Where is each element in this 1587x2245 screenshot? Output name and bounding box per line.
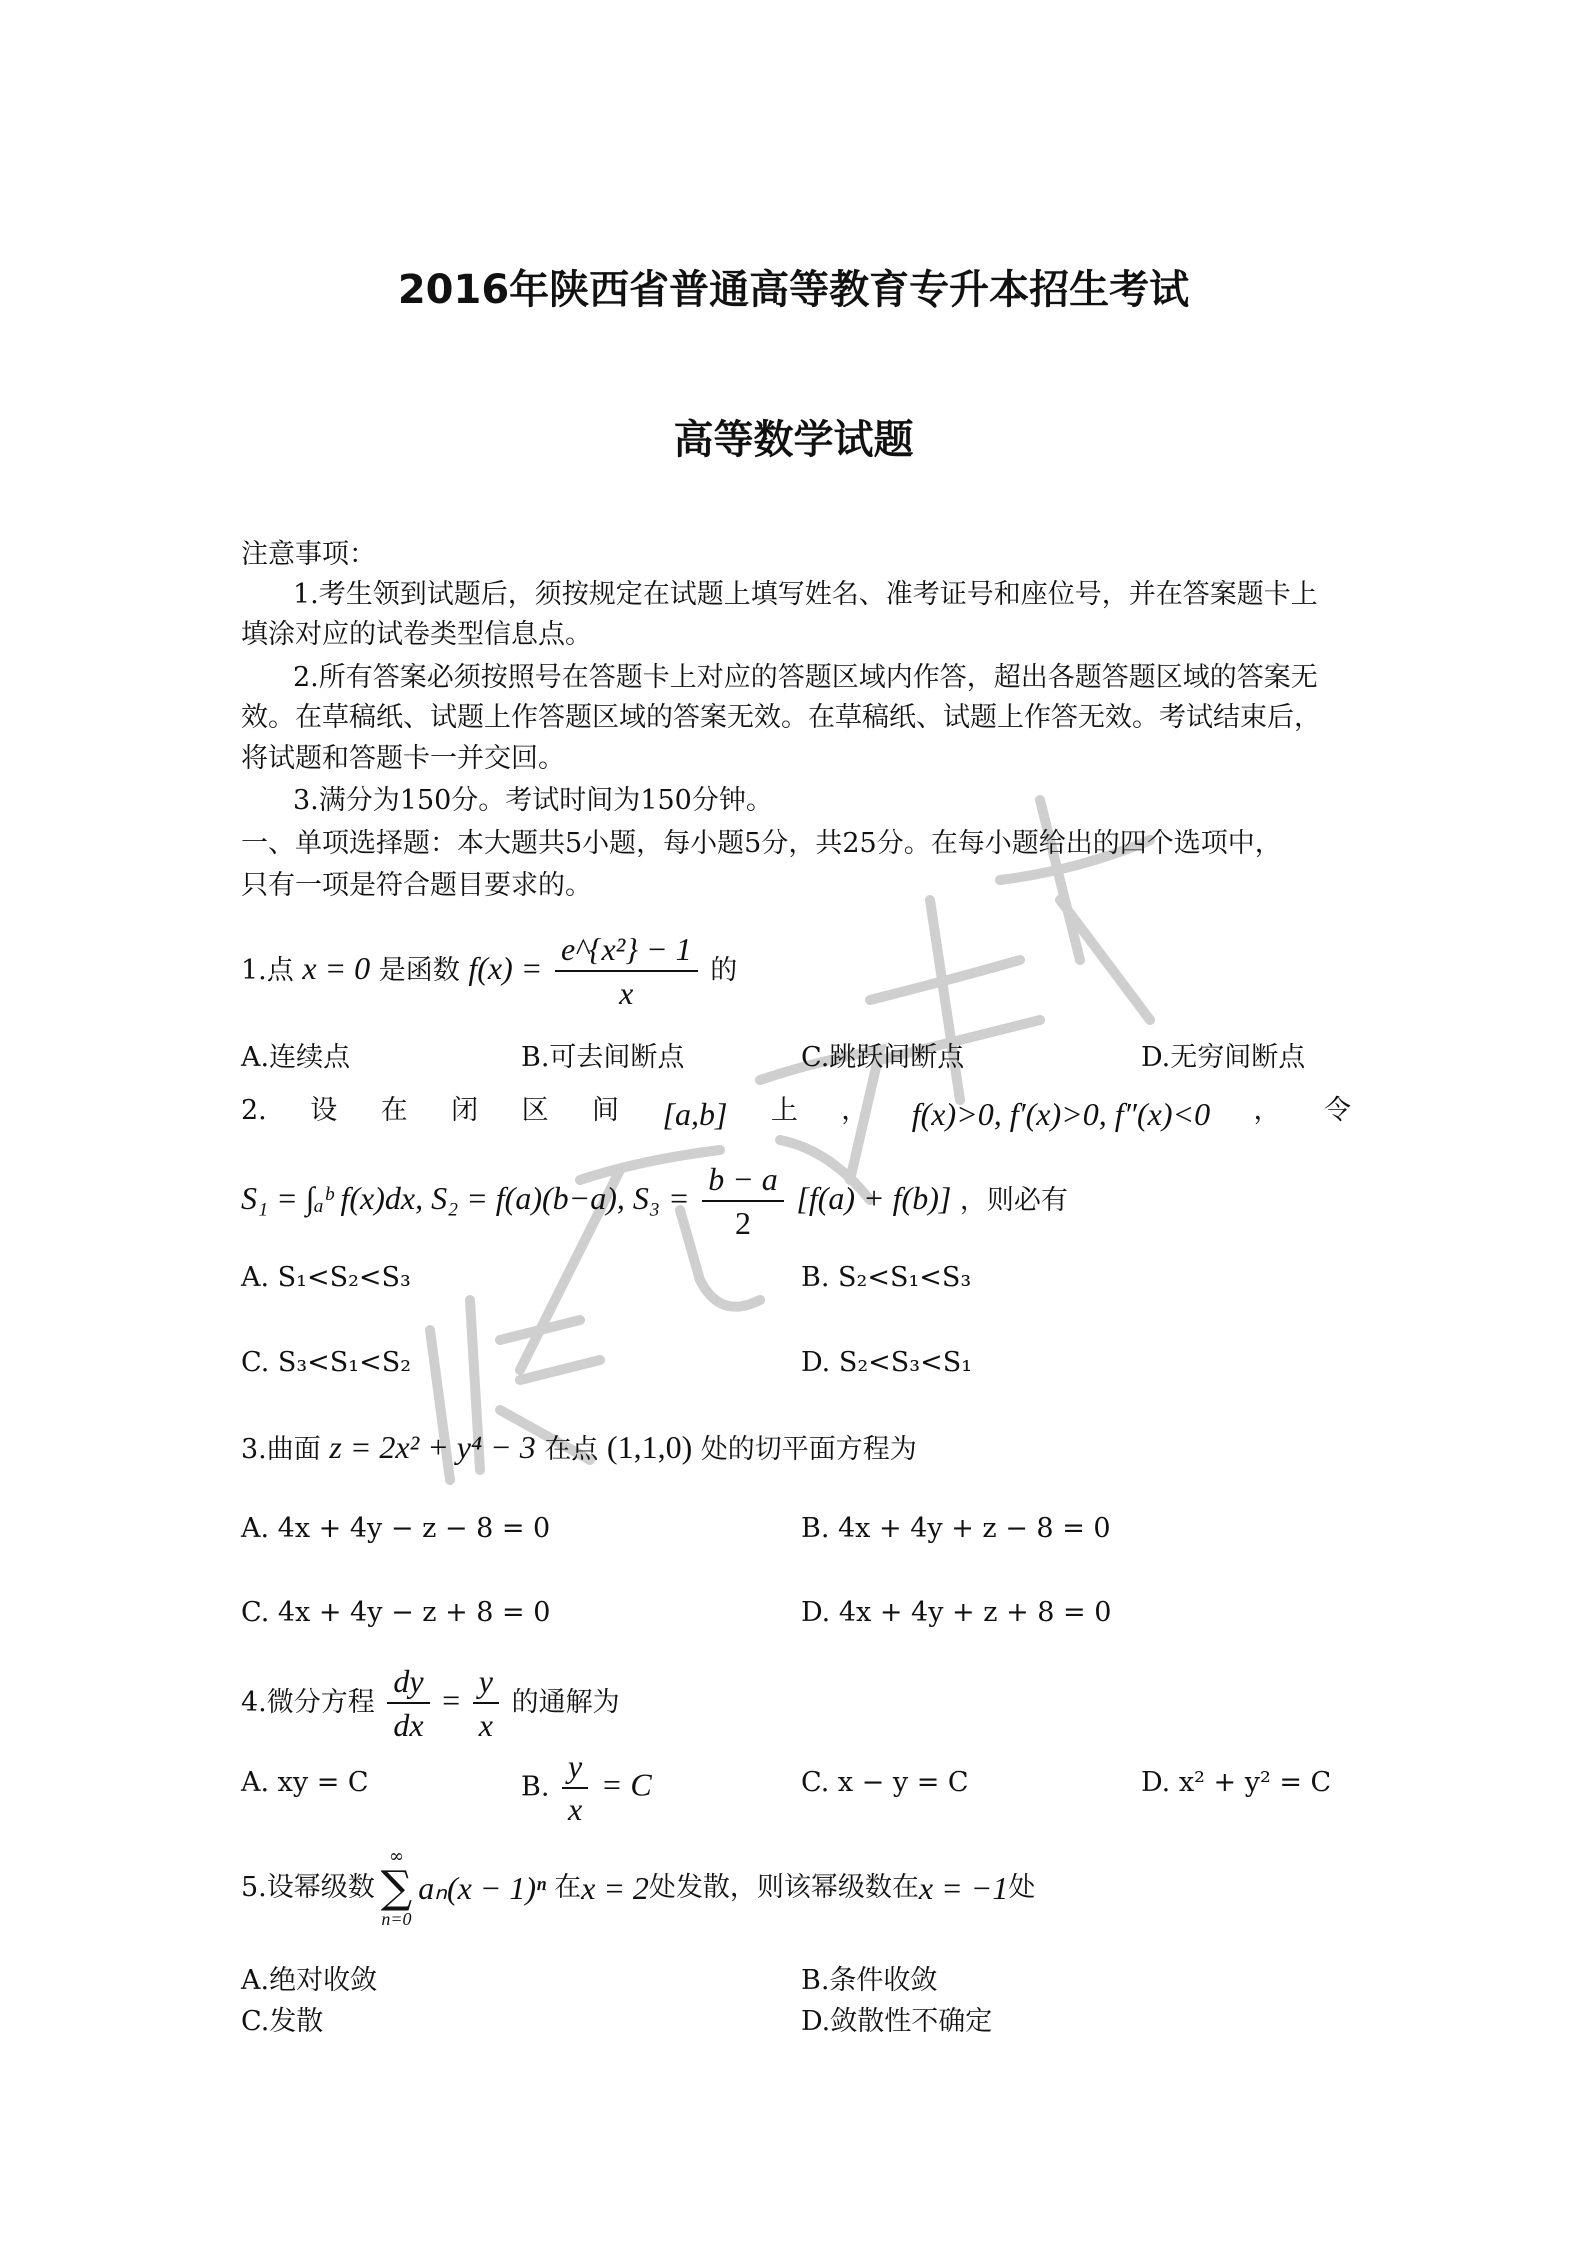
q2-w5: 间 bbox=[592, 1095, 620, 1126]
q3-option-d[interactable]: D. 4x + 4y + z + 8 = 0 bbox=[801, 1597, 1112, 1628]
q4-rhs-den: x bbox=[478, 1707, 493, 1744]
notice-item-2-cont2: 将试题和答题卡一并交回。 bbox=[241, 743, 565, 774]
q1-post: 的 bbox=[710, 954, 738, 986]
q5-post: 处 bbox=[1008, 1871, 1036, 1903]
q3-option-c[interactable]: C. 4x + 4y − z + 8 = 0 bbox=[241, 1597, 551, 1628]
q5-option-d[interactable]: D.敛散性不确定 bbox=[801, 2006, 993, 2037]
q3-point: (1,1,0) bbox=[606, 1429, 693, 1465]
q3-post: 处的切平面方程为 bbox=[700, 1434, 917, 1465]
q5-mid2: 处发散，则该幂级数在 bbox=[648, 1871, 919, 1903]
q4-option-b-den: x bbox=[568, 1791, 583, 1827]
q1-denominator: x bbox=[619, 975, 634, 1012]
q3-pre: 3.曲面 bbox=[241, 1434, 321, 1465]
q2-conditions: f(x)>0, f′(x)>0, f″(x)<0 bbox=[911, 1096, 1211, 1132]
q2-interval: [a,b] bbox=[662, 1096, 728, 1132]
q3-mid: 在点 bbox=[544, 1434, 599, 1465]
question-2 bbox=[241, 1095, 1351, 1133]
q5-option-c[interactable]: C.发散 bbox=[241, 2006, 324, 2037]
q2-option-b[interactable]: B. S₂<S₁<S₃ bbox=[801, 1262, 972, 1293]
q5-mid: 在 bbox=[554, 1871, 582, 1903]
q1-pre: 1.点 bbox=[241, 954, 294, 986]
question-5 bbox=[241, 1848, 1035, 1928]
section-heading-cont: 只有一项是符合题目要求的。 bbox=[241, 870, 592, 901]
q1-mid: 是函数 bbox=[378, 954, 460, 986]
notice-item-3: 3.满分为150分。考试时间为150分钟。 bbox=[293, 785, 773, 816]
q5-sum-top: ∞ bbox=[388, 1846, 404, 1867]
q3-option-b[interactable]: B. 4x + 4y + z − 8 = 0 bbox=[801, 1513, 1111, 1544]
q4-option-c[interactable]: C. x − y = C bbox=[801, 1767, 969, 1798]
q1-option-d[interactable]: D.无穷间断点 bbox=[1141, 1042, 1306, 1073]
q2-comma1: ， bbox=[841, 1095, 869, 1126]
question-4 bbox=[241, 1662, 620, 1745]
question-3 bbox=[241, 1428, 917, 1466]
q4-option-b-label: B. bbox=[521, 1771, 550, 1803]
q4-option-b-num: y bbox=[562, 1748, 588, 1789]
q2-w4: 区 bbox=[521, 1095, 549, 1126]
q5-cond2: x = −1 bbox=[918, 1869, 1009, 1906]
q3-option-a[interactable]: A. 4x + 4y − z − 8 = 0 bbox=[241, 1513, 551, 1544]
q2-comma2: ， bbox=[1253, 1095, 1281, 1126]
notice-item-2-cont1: 效。在草稿纸、试题上作答题区域的答案无效。在草稿纸、试题上作答无效。考试结束后， bbox=[241, 702, 1321, 733]
q4-lhs-fraction bbox=[387, 1662, 429, 1745]
q2-fraction bbox=[702, 1160, 784, 1243]
q4-option-a[interactable]: A. xy = C bbox=[241, 1767, 369, 1798]
q2-w3: 闭 bbox=[451, 1095, 479, 1126]
q2-w1: 设 bbox=[310, 1095, 338, 1126]
exam-title: 2016年陕西省普通高等教育专升本招生考试 bbox=[397, 267, 1190, 313]
notice-heading: 注意事项： bbox=[241, 539, 376, 570]
q1-cond: x = 0 bbox=[302, 949, 371, 986]
q2-option-a[interactable]: A. S₁<S₂<S₃ bbox=[241, 1262, 411, 1293]
q1-numerator: e^{x²} − 1 bbox=[555, 930, 698, 972]
q2-w2: 在 bbox=[380, 1095, 408, 1126]
q5-sum-bottom: n=0 bbox=[381, 1909, 412, 1929]
q4-option-b-rest: = C bbox=[600, 1766, 652, 1803]
q2-w6: 上 bbox=[770, 1095, 798, 1126]
q1-option-b[interactable]: B.可去间断点 bbox=[521, 1042, 685, 1073]
q2-option-d[interactable]: D. S₂<S₃<S₁ bbox=[801, 1347, 973, 1378]
q4-lhs-num: dy bbox=[387, 1662, 429, 1704]
q4-equals: = bbox=[442, 1681, 461, 1718]
q2-frac-den: 2 bbox=[735, 1205, 751, 1242]
section-heading: 一、单项选择题：本大题共5小题，每小题5分，共25分。在每小题给出的四个选项中， bbox=[241, 828, 1282, 859]
q5-sum-symbol: ∑ bbox=[380, 1862, 413, 1913]
q1-lhs: f(x) = bbox=[468, 949, 543, 986]
q4-option-b-fraction bbox=[562, 1748, 588, 1828]
q4-pre: 4.微分方程 bbox=[241, 1686, 375, 1718]
q1-option-a[interactable]: A.连续点 bbox=[241, 1042, 351, 1073]
notice-item-2: 2.所有答案必须按照号在答题卡上对应的答题区域内作答，超出各题答题区域的答案无 bbox=[293, 662, 1318, 693]
q2-post: ，则必有 bbox=[959, 1184, 1068, 1216]
q2-w7: 令 bbox=[1323, 1095, 1351, 1126]
q4-option-d[interactable]: D. x² + y² = C bbox=[1141, 1767, 1332, 1798]
q1-option-c[interactable]: C.跳跃间断点 bbox=[801, 1042, 965, 1073]
q5-option-b[interactable]: B.条件收敛 bbox=[801, 1965, 938, 1996]
q5-option-a[interactable]: A.绝对收敛 bbox=[241, 1965, 378, 1996]
exam-subtitle: 高等数学试题 bbox=[673, 417, 914, 463]
q2-frac-num: b − a bbox=[702, 1160, 784, 1202]
q2-num: 2. bbox=[241, 1095, 267, 1126]
q4-rhs-fraction bbox=[473, 1662, 499, 1745]
q2-s-defs: S₁ = ∫ₐᵇ f(x)dx, S₂ = f(a)(b−a), S₃ = bbox=[241, 1179, 690, 1216]
q4-post: 的通解为 bbox=[511, 1686, 620, 1718]
q5-cond1: x = 2 bbox=[581, 1869, 649, 1906]
q4-rhs-num: y bbox=[473, 1662, 499, 1704]
q2-tail: [f(a) + f(b)] bbox=[796, 1179, 952, 1216]
q4-option-b[interactable] bbox=[521, 1748, 652, 1828]
q5-sum bbox=[381, 1848, 412, 1928]
q4-lhs-den: dx bbox=[393, 1707, 424, 1744]
q1-fraction bbox=[555, 930, 698, 1013]
question-1 bbox=[241, 930, 737, 1013]
q5-term: aₙ(x − 1)ⁿ bbox=[418, 1869, 547, 1906]
notice-item-1-cont: 填涂对应的试卷类型信息点。 bbox=[241, 619, 592, 650]
q3-expr: z = 2x² + y⁴ − 3 bbox=[329, 1429, 536, 1465]
question-2-defs bbox=[241, 1160, 1068, 1243]
q5-pre: 5.设幂级数 bbox=[241, 1871, 375, 1903]
notice-item-1: 1.考生领到试题后，须按规定在试题上填写姓名、准考证号和座位号，并在答案题卡上 bbox=[293, 579, 1318, 610]
q2-option-c[interactable]: C. S₃<S₁<S₂ bbox=[241, 1347, 412, 1378]
